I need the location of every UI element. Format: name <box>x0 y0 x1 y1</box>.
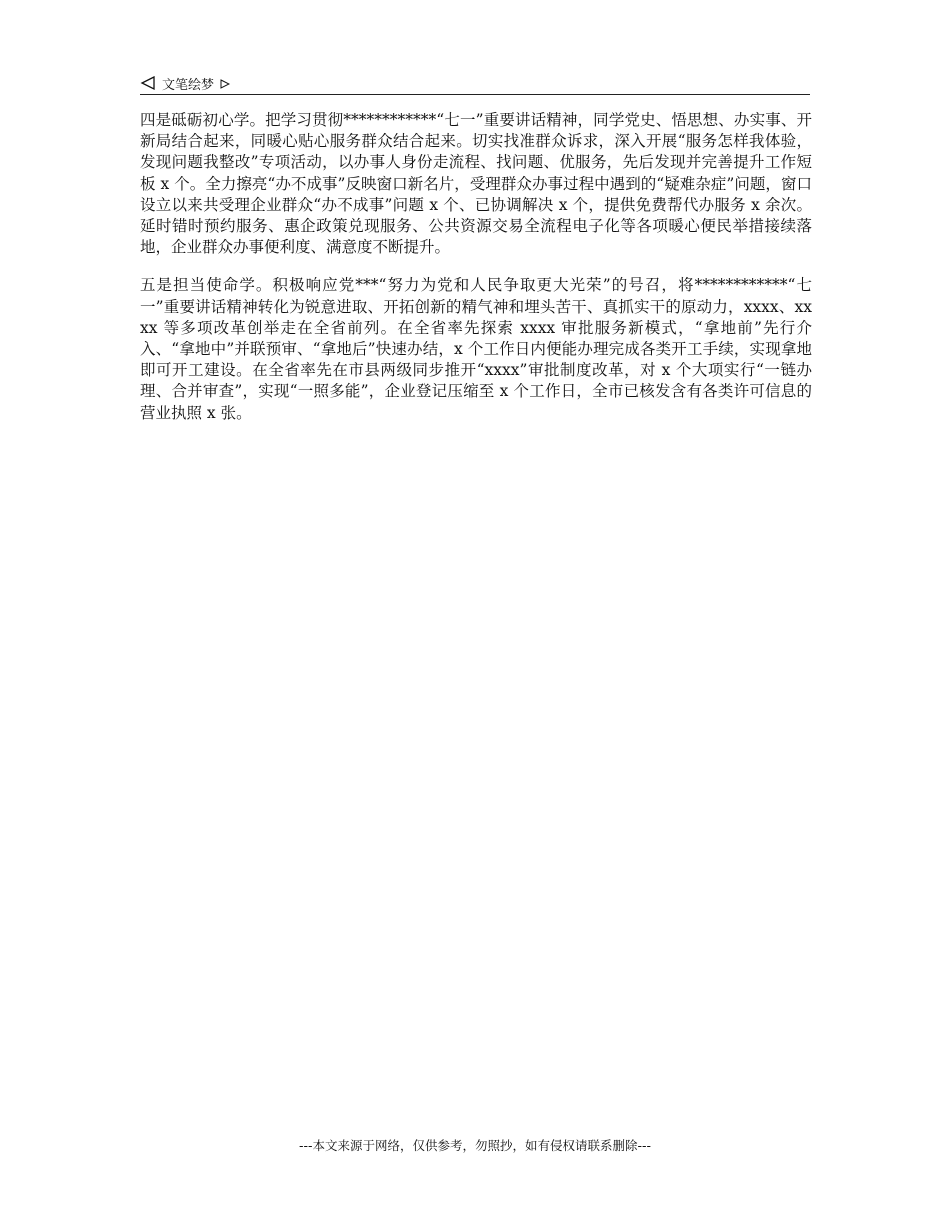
paragraph-five: 五是担当使命学。积极响应党***“努力为党和人民争取更大光荣”的号召，将************“七一”重要讲话精神转化为锐意进取、开拓创新的精气神和埋头苦干、真抓实干的原动力，xxxx、xxxx 等多项改革创举走在全省前列。在全省率先探索 xxxx 审批服务新模式，“拿地前”先行介入、“拿地中”并联预审、“拿地后”快速办结，x 个工作日内便能办理完成各类开工手续，实现拿地即可开工建设。在全省率先在市县两级同步推开“xxxx”审批制度改革，对 x 个大项实行“一链办理、合并审查”，实现“一照多能”，企业登记压缩至 x 个工作日，全市已核发含有各类许可信息的营业执照 x 张。 <box>140 276 812 422</box>
page-header <box>140 72 810 95</box>
paragraph-four: 四是砥砺初心学。把学习贯彻************“七一”重要讲话精神，同学党史、悟思想、办实事、开新局结合起来，同暖心贴心服务群众结合起来。切实找准群众诉求，深入开展“服务怎样我体验，发现问题我整改”专项活动，以办事人身份走流程、找问题、优服务，先后发现并完善提升工作短板 x 个。全力擦亮“办不成事”反映窗口新名片，受理群众办事过程中遇到的“疑难杂症”问题，窗口设立以来共受理企业群众“办不成事”问题 x 个、已协调解决 x 个，提供免费帮代办服务 x 余次。延时错时预约服务、惠企政策兑现服务、公共资源交易全流程电子化等各项暖心便民举措接续落地，企业群众办事便利度、满意度不断提升。 <box>140 111 812 257</box>
triangle-right-icon <box>220 78 230 88</box>
header-title: 文笔绘梦 <box>162 77 215 93</box>
triangle-left-icon <box>140 75 156 91</box>
page-footer: ---本文来源于网络，仅供参考，勿照抄，如有侵权请联系删除--- <box>298 1138 652 1153</box>
document-body <box>140 110 812 441</box>
